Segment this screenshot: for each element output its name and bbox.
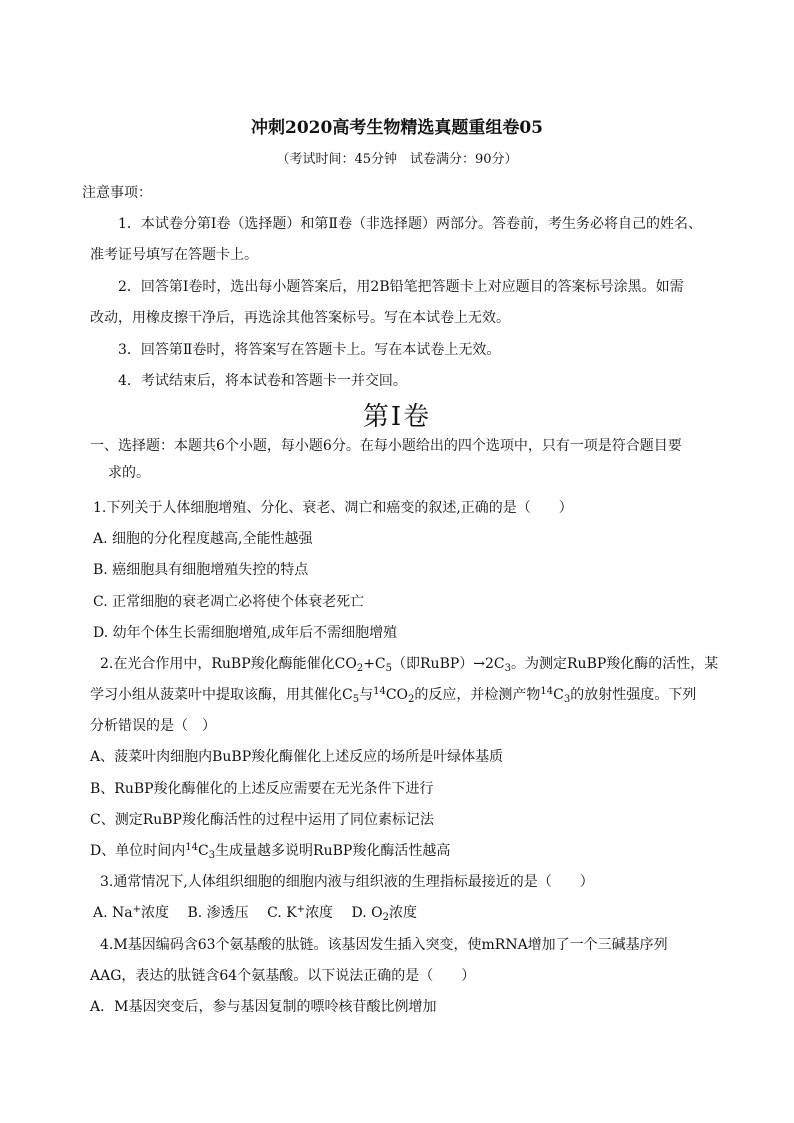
part-instruction: 求的。: [108, 465, 150, 481]
question-1-stem: 1.下列关于人体细胞增殖、分化、衰老、凋亡和癌变的叙述,正确的是（ ）: [93, 500, 573, 516]
question-3-options: A. Na+浓度 B. 渗透压 C. K+浓度 D. $O_2$浓度: [93, 904, 417, 923]
part-instruction: 一、选择题：本题共6个小题，每小题6分。在每小题给出的四个选项中，只有一项是符合题目要: [90, 438, 682, 454]
question-1-option: B. 癌细胞具有细胞增殖失控的特点: [93, 562, 309, 578]
question-2-stem: 分析错误的是（ ）: [90, 718, 216, 734]
notice-line: 3．回答第Ⅱ卷时，将答案写在答题卡上。写在本试卷上无效。: [118, 342, 501, 358]
question-2-option: A、菠菜叶肉细胞内BuBP羧化酶催化上述反应的场所是叶绿体基质: [90, 749, 504, 765]
question-4-stem: 4.M基因编码含63个氨基酸的肽链。该基因发生插入突变，使mRNA增加了一个三碱基序列: [100, 937, 668, 953]
notice-heading: 注意事项：: [82, 185, 152, 201]
exam-subtitle: （考试时间：45分钟 试卷满分：90分）: [276, 152, 518, 167]
question-4-stem: AAG，表达的肽链含64个氨基酸。以下说法正确的是（ ）: [90, 968, 476, 984]
question-2-stem: 学习小组从菠菜叶中提取该酶，用其催化$C_5$与$^{14}CO_2$的反应，并检测产物$^{14}C_3$的放射性强度。下列: [90, 686, 697, 705]
question-2-option: C、测定RuBP羧化酶活性的过程中运用了同位素标记法: [90, 812, 434, 828]
question-3-stem: 3.通常情况下,人体组织细胞的细胞内液与组织液的生理指标最接近的是（ ）: [100, 874, 594, 890]
notice-line: 1．本试卷分第Ⅰ卷（选择题）和第Ⅱ卷（非选择题）两部分。答卷前，考生务必将自己的姓名、: [118, 216, 702, 232]
section-title: 第Ⅰ卷: [362, 402, 432, 432]
question-2-option: B、RuBP羧化酶催化的上述反应需要在无光条件下进行: [90, 781, 434, 797]
question-1-option: D. 幼年个体生长需细胞增殖,成年后不需细胞增殖: [93, 625, 398, 641]
exam-title: 冲刺2020高考生物精选真题重组卷05: [251, 118, 543, 138]
notice-line: 准考证号填写在答题卡上。: [90, 247, 258, 263]
question-1-option: C. 正常细胞的衰老凋亡必将使个体衰老死亡: [93, 594, 365, 610]
question-1-option: A. 细胞的分化程度越高,全能性越强: [93, 531, 313, 547]
notice-line: 2．回答第Ⅰ卷时，选出每小题答案后，用2B铅笔把答题卡上对应题目的答案标号涂黑。如需: [118, 279, 684, 295]
question-2-stem: 2.在光合作用中，RuBP羧化酶能催化$CO_2+C_5$（即$RuBP)\to 2C_3$。为测定RuBP羧化酶的活性，某: [100, 656, 719, 674]
notice-line: 改动，用橡皮擦干净后，再选涂其他答案标号。写在本试卷上无效。: [90, 310, 510, 326]
question-4-option: A．M基因突变后，参与基因复制的嘌呤核苷酸比例增加: [90, 999, 437, 1015]
notice-line: 4．考试结束后，将本试卷和答题卡一并交回。: [118, 373, 407, 389]
question-2-option: D、单位时间内$^{14}C_3$生成量越多说明RuBP羧化酶活性越高: [90, 842, 451, 861]
